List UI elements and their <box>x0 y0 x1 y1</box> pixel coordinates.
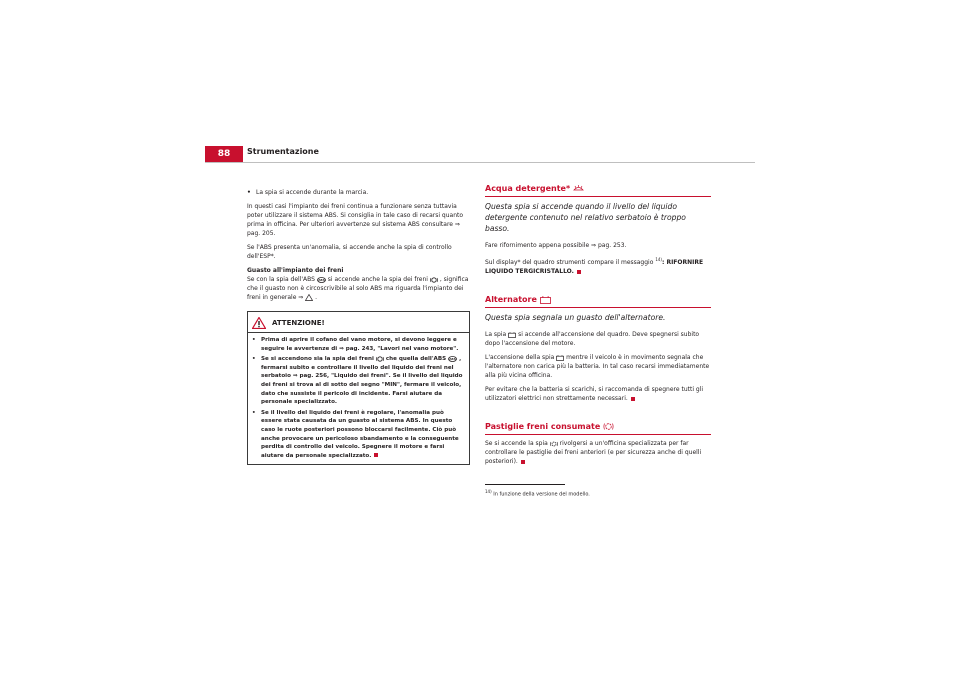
paragraph <box>485 439 711 466</box>
bullet-text: La spia si accende durante la marcia. <box>256 189 369 196</box>
section-subtitle: Questa spia segnala un guasto dell'alternatore. <box>485 313 666 322</box>
warning-box <box>247 311 470 465</box>
section-heading <box>485 294 711 308</box>
warning-header <box>248 312 469 333</box>
text: Se si accende la spia <box>485 440 548 447</box>
brake-pad-icon <box>603 422 614 431</box>
paragraph <box>247 275 470 302</box>
end-of-section-mark <box>521 460 525 464</box>
text: La spia <box>485 331 507 338</box>
section-pastiglie-freni <box>485 421 711 466</box>
text: Se con la spia dell'ABS <box>247 276 315 283</box>
end-of-section-mark <box>631 397 635 401</box>
footnote-reference: 14) <box>655 257 662 262</box>
paragraph <box>485 385 711 403</box>
battery-icon <box>540 296 551 304</box>
bullet-item <box>247 188 470 197</box>
end-of-section-mark <box>374 453 378 457</box>
warning-triangle-icon <box>252 317 266 329</box>
section-alternatore <box>485 294 711 403</box>
battery-icon <box>508 332 516 338</box>
warning-body <box>248 333 469 464</box>
washer-fluid-icon <box>573 184 584 193</box>
section-title: Pastiglie freni consumate <box>485 422 601 431</box>
text: . <box>315 294 318 301</box>
section-heading <box>485 183 711 197</box>
battery-icon <box>556 355 564 361</box>
left-column <box>247 188 470 465</box>
warning-text-group <box>261 355 465 407</box>
text: si accende all'accensione del quadro. Deve spegnersi subito dopo l'accensione del motore. <box>485 331 700 347</box>
warning-text: che quella dell'ABS <box>385 356 447 363</box>
warning-text: Prima di aprire il cofano del vano motore, si devono leggere e seguire le avvertenze di ⇒ pag. 243, "Lavori nel vano motore". <box>261 337 459 352</box>
text: rivolgersi a un'officina specializzata per far controllare le pastiglie dei freni anteriori (e per sicurezza anche di quelli posteriori). <box>485 440 702 465</box>
text: L'accensione della spia <box>485 354 555 361</box>
warning-text-group <box>261 409 465 461</box>
section-acqua-detergente <box>485 183 711 276</box>
paragraph: In questi casi l'impianto dei freni continua a funzionare senza tuttavia poter utilizzare il sistema ABS. Si consiglia in tale caso di recarsi quanto prima in officina. Per ulteriori avvertenze sul sistema ABS consultare ⇒ pag. 205. <box>247 203 464 237</box>
section-heading <box>485 421 711 435</box>
text: si accende anche la spia dei freni <box>327 276 428 283</box>
warning-text: , fermarsi subito e controllare il livello del liquido dei freni nel serbatoio ⇒ pag. 256, "Liquido dei freni". Se il livello del liquido dei freni si trova al di sotto del segno "MIN", fermare il veicolo, dato che sussiste il pericolo di incidente. Farsi aiutare da personale specializzato. <box>261 356 463 406</box>
svg-text:ABS: ABS <box>317 277 325 282</box>
warning-text: Se il livello del liquido dei freni è regolare, l'anomalia può essere stata causata da un guasto al sistema ABS. In questo caso le ruote posteriori possono bloccarsi facilmente. Ciò può anche provocare un pericoloso sbandamento e la conseguente perdita di controllo del veicolo. Spegnere il motore e farsi aiutare da personale specializzato. <box>261 409 459 459</box>
warning-bullet <box>252 336 465 353</box>
warning-triangle-icon <box>305 294 313 301</box>
brake-icon <box>376 356 384 362</box>
section-title: Acqua detergente* <box>485 184 571 193</box>
text: Per evitare che la batteria si scarichi, si raccomanda di spegnere tutti gli utilizzatori elettrici non strettamente necessari. <box>485 386 704 402</box>
warning-bullet <box>252 355 465 407</box>
footnote <box>485 488 711 499</box>
section-subtitle: Questa spia si accende quando il livello del liquido detergente contenuto nel relativo serbatoio è troppo basso. <box>485 202 686 233</box>
warning-title: ATTENZIONE! <box>272 318 325 327</box>
bullet-dot-icon: • <box>252 356 256 363</box>
paragraph: Fare rifornimento appena possibile ⇒ pag. 253. <box>485 242 627 249</box>
display-message: : RIFORNIRE LIQUIDO TERGICRISTALLO. <box>485 259 704 275</box>
bullet-dot-icon: • <box>252 409 256 416</box>
right-column <box>485 183 711 499</box>
abs-icon <box>448 356 457 362</box>
brake-pad-icon <box>550 441 558 447</box>
text: , significa che il guasto non è circoscrivibile al solo ABS ma riguarda l'impianto dei freni in generale ⇒ <box>247 276 469 301</box>
paragraph: Se l'ABS presenta un'anomalia, si accende anche la spia di controllo dell'ESP*. <box>247 244 452 260</box>
footnote-divider <box>485 484 565 485</box>
warning-text: Se si accendono sia la spia dei freni <box>261 356 374 363</box>
paragraph <box>485 353 711 380</box>
abs-icon <box>317 277 326 283</box>
text: Sul display* del quadro strumenti compare il messaggio <box>485 259 654 266</box>
header-divider <box>205 162 755 163</box>
footnote-mark: 14) <box>485 489 492 494</box>
text: mentre il veicolo è in movimento segnala che l'alternatore non carica più la batteria. In tal caso recarsi immediatamente alla più vicina officina. <box>485 354 710 379</box>
end-of-section-mark <box>577 270 581 274</box>
paragraph <box>485 330 711 348</box>
bullet-dot-icon: • <box>247 189 251 196</box>
footnote-text: In funzione della versione del modello. <box>493 491 590 498</box>
svg-text:ABS: ABS <box>449 356 456 361</box>
brake-icon <box>430 277 438 283</box>
warning-bullet <box>252 409 465 461</box>
page-number: 88 <box>205 146 243 163</box>
paragraph <box>485 255 711 276</box>
page-header-title: Strumentazione <box>247 147 319 156</box>
subheading: Guasto all'impianto dei freni <box>247 267 344 274</box>
bullet-dot-icon: • <box>252 337 256 343</box>
section-title: Alternatore <box>485 295 537 304</box>
